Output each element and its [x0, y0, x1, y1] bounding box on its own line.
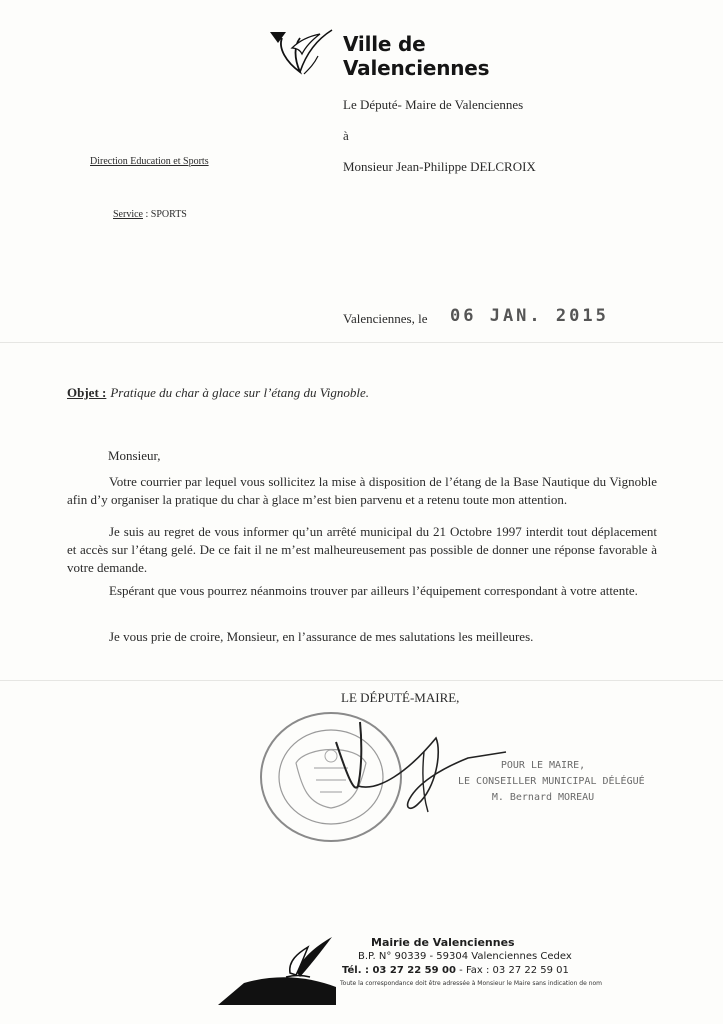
footer-contact	[342, 965, 569, 976]
city-name-logo	[343, 32, 489, 80]
city-name-line1: Ville de	[343, 32, 426, 56]
subject-line	[67, 385, 369, 401]
subject-label: Objet :	[67, 385, 107, 400]
footer-fax: - Fax : 03 27 22 59 01	[455, 965, 569, 976]
service-line	[113, 209, 187, 220]
letter-paragraph: Votre courrier par lequel vous sollicitez la mise à disposition de l’étang de la Base Nautique du Vignoble afin d’y organiser la pratique du char à glace m’est bien parvenu et a retenu toute mon attention.	[67, 474, 657, 507]
footer-tel: Tél. : 03 27 22 59 00	[342, 965, 456, 976]
page-fold-line	[0, 342, 723, 343]
date-stamp: 06 JAN. 2015	[450, 306, 609, 326]
service-label: Service	[113, 209, 143, 220]
recipient-name: Monsieur Jean-Philippe DELCROIX	[343, 159, 536, 174]
signer-title: LE DÉPUTÉ-MAIRE,	[341, 690, 460, 705]
delegate-line: LE CONSEILLER MUNICIPAL DÉLÉGUÉ	[458, 776, 645, 787]
date-place: Valenciennes, le	[343, 311, 428, 326]
sender-title: Le Député- Maire de Valenciennes	[343, 97, 524, 112]
letter-paragraph: Je suis au regret de vous informer qu’un arrêté municipal du 21 Octobre 1997 interdit tout déplacement et accès sur l’étang gelé. De ce fait il ne m’est malheureusement pas possible de donner une réponse favorable à votre demande.	[67, 524, 657, 575]
service-value: : SPORTS	[143, 209, 187, 220]
subject-text: Pratique du char à glace sur l’étang du Vignoble.	[110, 385, 369, 400]
city-footer-logo-icon	[218, 925, 336, 1005]
letter-paragraph: Espérant que vous pourrez néanmoins trouver par ailleurs l’équipement correspondant à votre attente.	[109, 583, 638, 598]
footer-name: Mairie de Valenciennes	[371, 936, 515, 949]
letter-salutation: Monsieur,	[108, 448, 161, 463]
page-fold-line	[0, 680, 723, 681]
direction-label: Direction Education et Sports	[90, 156, 209, 167]
footer-note: Toute la correspondance doit être adressée à Monsieur le Maire sans indication de nom	[340, 980, 603, 987]
to-label: à	[343, 128, 349, 143]
city-name-line2: Valenciennes	[343, 56, 490, 80]
city-logo-icon	[270, 28, 334, 80]
delegate-line: POUR LE MAIRE,	[500, 760, 586, 771]
letter-paragraph: Je vous prie de croire, Monsieur, en l’assurance de mes salutations les meilleures.	[109, 629, 534, 644]
footer-address: B.P. N° 90339 - 59304 Valenciennes Cedex	[358, 951, 572, 962]
delegate-name: M. Bernard MOREAU	[491, 792, 595, 803]
